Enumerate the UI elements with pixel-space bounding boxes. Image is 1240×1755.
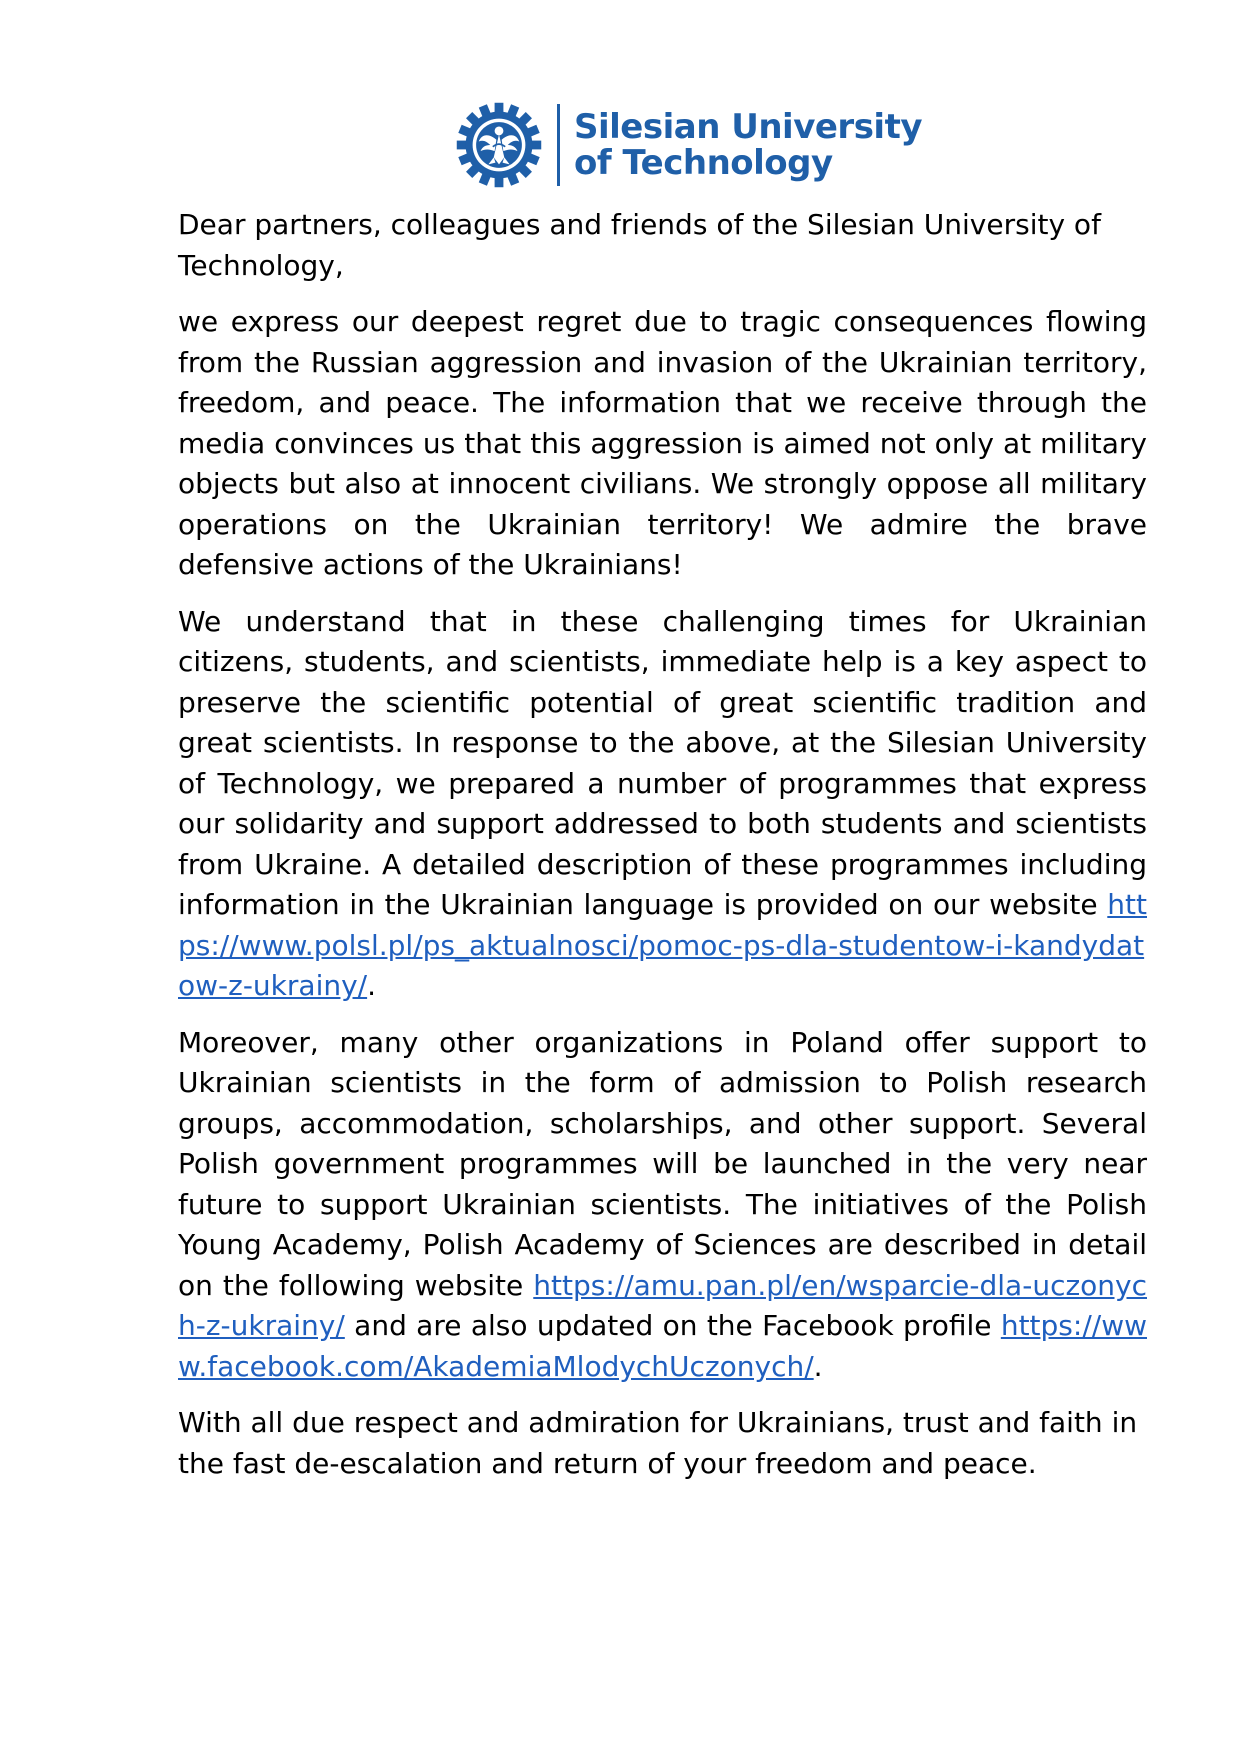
paragraph-2-end: .: [367, 969, 377, 1002]
salutation: Dear partners, colleagues and friends of the Silesian University of Technology,: [178, 208, 1101, 282]
closing: With all due respect and admiration for Ukrainians, trust and faith in the fast de-escalation and return of your freedom and peace.: [178, 1406, 1138, 1480]
paragraph-2: [178, 602, 1147, 1007]
paragraph-3: [178, 1023, 1147, 1388]
university-logo: [455, 100, 922, 190]
letter-body: [178, 205, 1147, 1500]
paragraph-3-text-2: and are also updated on the Facebook profile: [344, 1309, 1001, 1342]
paragraph-1: we express our deepest regret due to tragic consequences flowing from the Russian aggression and invasion of the Ukrainian territory, freedom, and peace. The information that we receive through the media convinces us that this aggression is aimed not only at military objects but also at innocent civilians. We strongly oppose all military operations on the Ukrainian territory! We admire the brave defensive actions of the Ukrainians!: [178, 305, 1147, 581]
logo-line-2: of Technology: [574, 143, 833, 183]
logo-line-1: Silesian University: [574, 107, 922, 147]
amu-pan-link[interactable]: https://amu.pan.pl/en/wsparcie-dla-uczonych-z-ukrainy/: [178, 1268, 1147, 1342]
facebook-profile-link[interactable]: https://www.facebook.com/AkademiaMlodychUczonych/: [178, 1309, 1147, 1383]
paragraph-3-text-1: Moreover, many other organizations in Poland offer support to Ukrainian scientists in the form of admission to Polish research groups, accommodation, scholarships, and other support. Several Polish government programmes will be launched in the very near future to support Ukrainian scientists. The initiatives of the Polish Young Academy, Polish Academy of Sciences are described in detail on the following website: [178, 1025, 1147, 1302]
eagle-gear-emblem-icon: [455, 101, 543, 189]
logo-divider: [557, 104, 560, 186]
polsl-support-link[interactable]: https://www.polsl.pl/ps_aktualnosci/pomoc-ps-dla-studentow-i-kandydatow-z-ukrainy/: [178, 888, 1147, 1002]
logo-wordmark: [574, 109, 922, 181]
paragraph-2-text: We understand that in these challenging times for Ukrainian citizens, students, and scientists, immediate help is a key aspect to preserve the scientific potential of great scientific tradition and great scientists. In response to the above, at the Silesian University of Technology, we prepared a number of programmes that express our solidarity and support addressed to both students and scientists from Ukraine. A detailed description of these programmes including information in the Ukrainian language is provided on our website: [178, 604, 1147, 921]
paragraph-3-end: .: [813, 1349, 823, 1383]
